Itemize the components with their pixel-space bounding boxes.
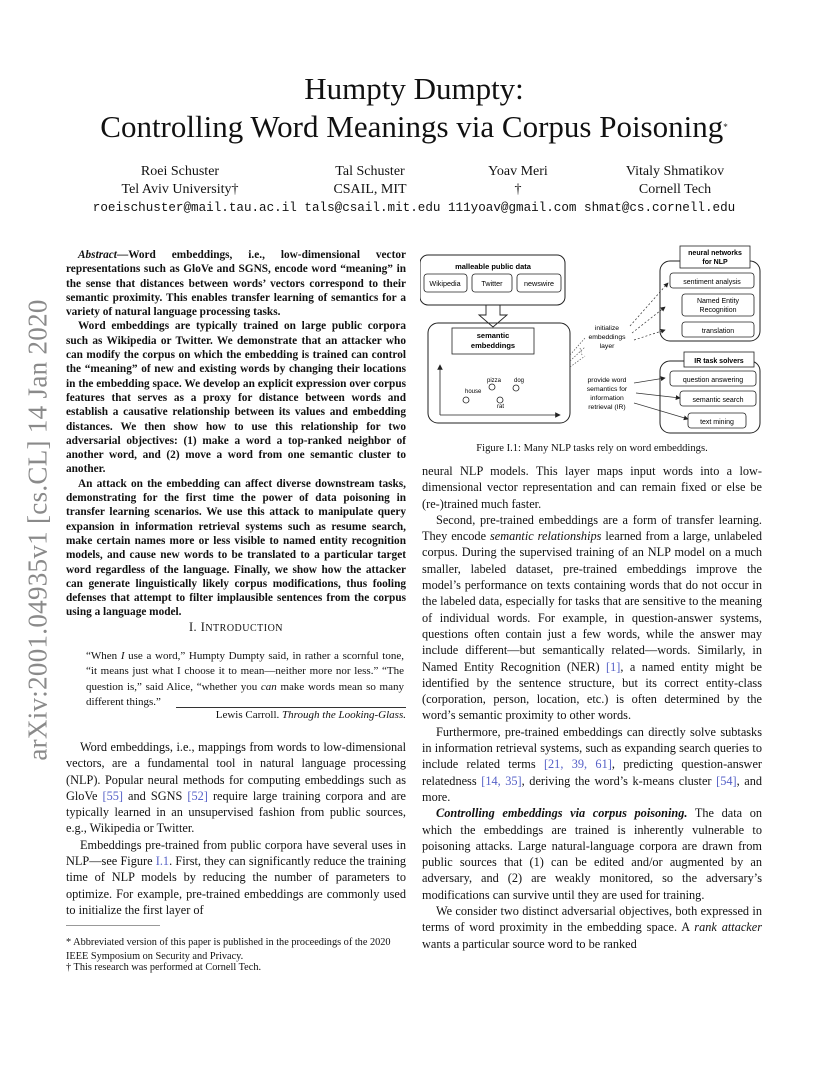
embedding-label: semantic [476, 331, 510, 340]
quote-italic: I [120, 650, 125, 662]
quote-text: make words mean so many different things.” [86, 680, 404, 708]
abstract-p1-text: —Word embeddings, i.e., low-dimensional vector representations such as GloVe and SGNS, encode word “meaning” in the sense that distances between words’ vectors correspond to their semantic proximity. This enables transfer learning of semantics for a variety of natural language processing tasks. [66, 249, 406, 319]
citation-link[interactable]: [14, 35] [481, 773, 522, 788]
text: , a named entity might be identified by the sentence structure, but its correct entity-class (corporation, person, location, etc.) is often determined by the word’s semantic proximity to other words. [422, 659, 762, 723]
abstract [66, 248, 406, 620]
word-point [489, 384, 495, 390]
quote-attribution [216, 709, 406, 721]
source-label: Twitter [481, 279, 503, 288]
quote-rule [176, 707, 406, 708]
paper-title-line2 [0, 108, 828, 146]
text: We consider two distinct adversarial objectives, both expressed in terms of word proximity in the embedding space. A [422, 904, 762, 935]
word-label: pizza [487, 378, 502, 384]
quote-book: Through the Looking-Glass. [282, 709, 406, 721]
word-label: rat [497, 404, 505, 410]
author-name: Yoav Meri [488, 164, 548, 179]
text: require large training corpora and are typically learned in an unsupervised fashion from public sources, e.g., Wikipedia or Twitter. [66, 788, 406, 836]
author-affiliation: Cornell Tech [638, 182, 712, 197]
init-label: embeddings [588, 334, 626, 341]
arxiv-identifier: arXiv:2001.04935v1 [cs.CL] 14 Jan 2020 [22, 299, 53, 761]
footnote-1: * Abbreviated version of this paper is published in the proceedings of the 2020 IEEE Symposium on Security and Privacy. [66, 937, 391, 962]
quote-text: use a word,” Humpty Dumpty said, in rather a scornful tone, “it means just what I choose it to mean—neither more nor less.” “The question is,” said Alice, “whether you [86, 650, 404, 693]
citation-link[interactable]: [55] [102, 788, 123, 803]
text: , and more. [422, 773, 763, 804]
text: wants a particular source word to be ranked [422, 936, 637, 951]
text: and SGNS [122, 788, 188, 803]
task-label: semantic search [692, 397, 744, 404]
task-label: text mining [700, 419, 734, 426]
title-text-1: Humpty Dumpty: [304, 71, 524, 106]
author-affiliation: Tel Aviv University† [121, 182, 239, 197]
intro-left [66, 739, 406, 918]
provide-label: retrieval (IR) [588, 404, 626, 411]
task-label: question answering [682, 377, 744, 384]
citation-link[interactable]: [54] [716, 773, 737, 788]
figure-caption: Figure I.1: Many NLP tasks rely on word embeddings. [476, 443, 708, 454]
embedding-label: embeddings [470, 341, 516, 350]
author-block-1 [90, 163, 270, 199]
right-p0: neural NLP models. This layer maps input words into a low-dimensional vector representation and can remain fixed or else be (re-)trained much faster. [422, 464, 762, 511]
paragraph-heading: Controlling embeddings via corpus poisoning. [436, 806, 688, 821]
quote-author: Lewis Carroll. [215, 709, 283, 721]
task-label: Recognition [699, 307, 737, 314]
text: Second, pre-trained embeddings are a form of transfer learning. They encode [422, 512, 762, 544]
abstract-p3: An attack on the embedding can affect diverse downstream tasks, demonstrating for the first time the power of data poisoning in transfer learning scenarios. We use this attack to manipulate query expansion in information retrieval systems such as resume search, make certain names more or less visible to named entity recognition models, and cause new words to be translated to a particular target word regardless of the language. Finally, we show how the attacker can generate linguistically likely corpus modifications, thus fooling defenses that attempt to filter implausible sentences from the corpus using a language model. [66, 477, 406, 619]
abstract-label: Abstract [78, 249, 117, 261]
section-number: I. [188, 620, 201, 634]
emphasis: semantic relationships [490, 529, 602, 544]
intro-p2 [66, 837, 406, 918]
malleable-label: malleable public data [455, 262, 531, 271]
citation-link[interactable]: [1] [606, 659, 621, 674]
right-p2 [422, 724, 762, 805]
task-label: sentiment analysis [683, 279, 741, 286]
author-name: Vitaly Shmatikov [625, 164, 725, 179]
citation-link[interactable]: [21, 39, 61] [543, 757, 612, 772]
author-name: Roei Schuster [140, 164, 220, 179]
right-p3 [422, 805, 762, 903]
citation-link[interactable]: [52] [187, 788, 208, 803]
author-name: Tal Schuster [335, 164, 405, 179]
abstract-p2: Word embeddings are typically trained on large public corpora such as Wikipedia or Twitter. We demonstrate that an attacker who can modify the corpus on which the embedding is trained can control the “meaning” of new and existing words by changing their locations in the embedding space. We develop an explicit expression over corpus features that serves as a proxy for distance between words and establish a causative relationship between its values and embedding distances. We then show how to use this relationship for two adversarial objectives: (1) make a word a top-ranked neighbor of another word, and (2) move a word from one semantic cluster to another. [66, 320, 406, 476]
source-label: Wikipedia [429, 279, 461, 288]
intro-right [422, 463, 762, 952]
author-affiliation: † [514, 182, 522, 197]
epigraph-quote [86, 649, 404, 710]
down-arrow-icon [479, 305, 507, 327]
paper-title-line1 [0, 70, 828, 108]
word-label: house [465, 389, 482, 395]
abstract-p1 [66, 248, 406, 319]
text: , predicting question-answer relatedness [422, 757, 762, 788]
quote-italic: can [260, 680, 277, 693]
task-label: translation [701, 328, 735, 335]
title-text-2: Controlling Word Meanings via Corpus Poisoning [100, 109, 724, 144]
section-first-letter: I [200, 620, 206, 634]
text: The data on which the embeddings are trained is inherently vulnerable to poisoning attacks. Large natural-language corpora are drawn from public sources that (1) can be edited and/or augmented by an adversary, and (2) are weakly monitored, so the adversary’s modifications can survive until they are used for training. [422, 806, 762, 902]
emphasis: rank attacker [694, 920, 762, 935]
footnote-2: † This research was performed at Cornell Tech. [66, 962, 262, 973]
right-p1 [422, 512, 762, 724]
figure-link[interactable]: I.1 [155, 854, 170, 869]
word-point [463, 397, 469, 403]
right-p4 [422, 903, 762, 952]
section-rest: NTRODUCTION [205, 623, 284, 634]
author-block-4 [585, 163, 765, 199]
author-emails: roeischuster@mail.tau.ac.il tals@csail.mit.edu 111yoav@gmail.com shmat@cs.cornell.edu [92, 201, 736, 215]
word-label: dog [514, 378, 525, 384]
title-footnote-mark: * [723, 122, 728, 132]
figure-diagram [420, 243, 765, 453]
word-point [513, 385, 519, 391]
init-label: initialize [594, 325, 620, 332]
task-label: Named Entity [696, 298, 740, 305]
text: learned from a large, unlabeled corpus. During the supervised training of an NLP model on a much smaller, labeled dataset, pre-trained embeddings improve the model’s performance on texts containing words that do not occur in the labeled data, especially for tasks that are sensitive to the meaning of individual words. For example, in question-answer systems, questions often contain just a few words, while the answer may include different—but semantically related—words. Similarly, in Named Entity Recognition (NER) [422, 529, 762, 674]
init-label: layer [599, 343, 615, 350]
arxiv-sidebar [18, 290, 58, 770]
provide-label: information [590, 395, 624, 402]
text: . First, they can significantly reduce the training time of NLP models by reducing the number of parameters to optimize. For example, pre-trained embeddings are commonly used to initialize the first layer of [66, 854, 407, 917]
provide-label: provide word [587, 377, 627, 384]
text: Word embeddings, i.e., mappings from words to low-dimensional vectors, are a fundamental tool in natural language processing (NLP). Popular neural methods for computing embeddings such as GloVe [66, 740, 406, 803]
source-label: newswire [524, 279, 554, 288]
nn-title: neural networks [688, 250, 742, 257]
section-heading [66, 620, 406, 635]
text: Furthermore, pre-trained embeddings can directly solve subtasks in information retrieval systems, such as expanding search queries to include related terms [422, 724, 762, 772]
intro-p1 [66, 739, 406, 837]
quote-text: “When [86, 650, 121, 662]
ir-title: IR task solvers [694, 358, 744, 365]
text: Embeddings pre-trained from public corpora have several uses in NLP—see Figure [66, 837, 406, 869]
text: , deriving the word’s k-means cluster [521, 773, 717, 788]
author-affiliation: CSAIL, MIT [333, 182, 407, 197]
footnote-rule [66, 925, 160, 926]
nn-title: for NLP [702, 259, 728, 266]
author-block-3 [428, 163, 608, 199]
provide-label: semantics for [586, 386, 628, 393]
word-point [497, 397, 503, 403]
